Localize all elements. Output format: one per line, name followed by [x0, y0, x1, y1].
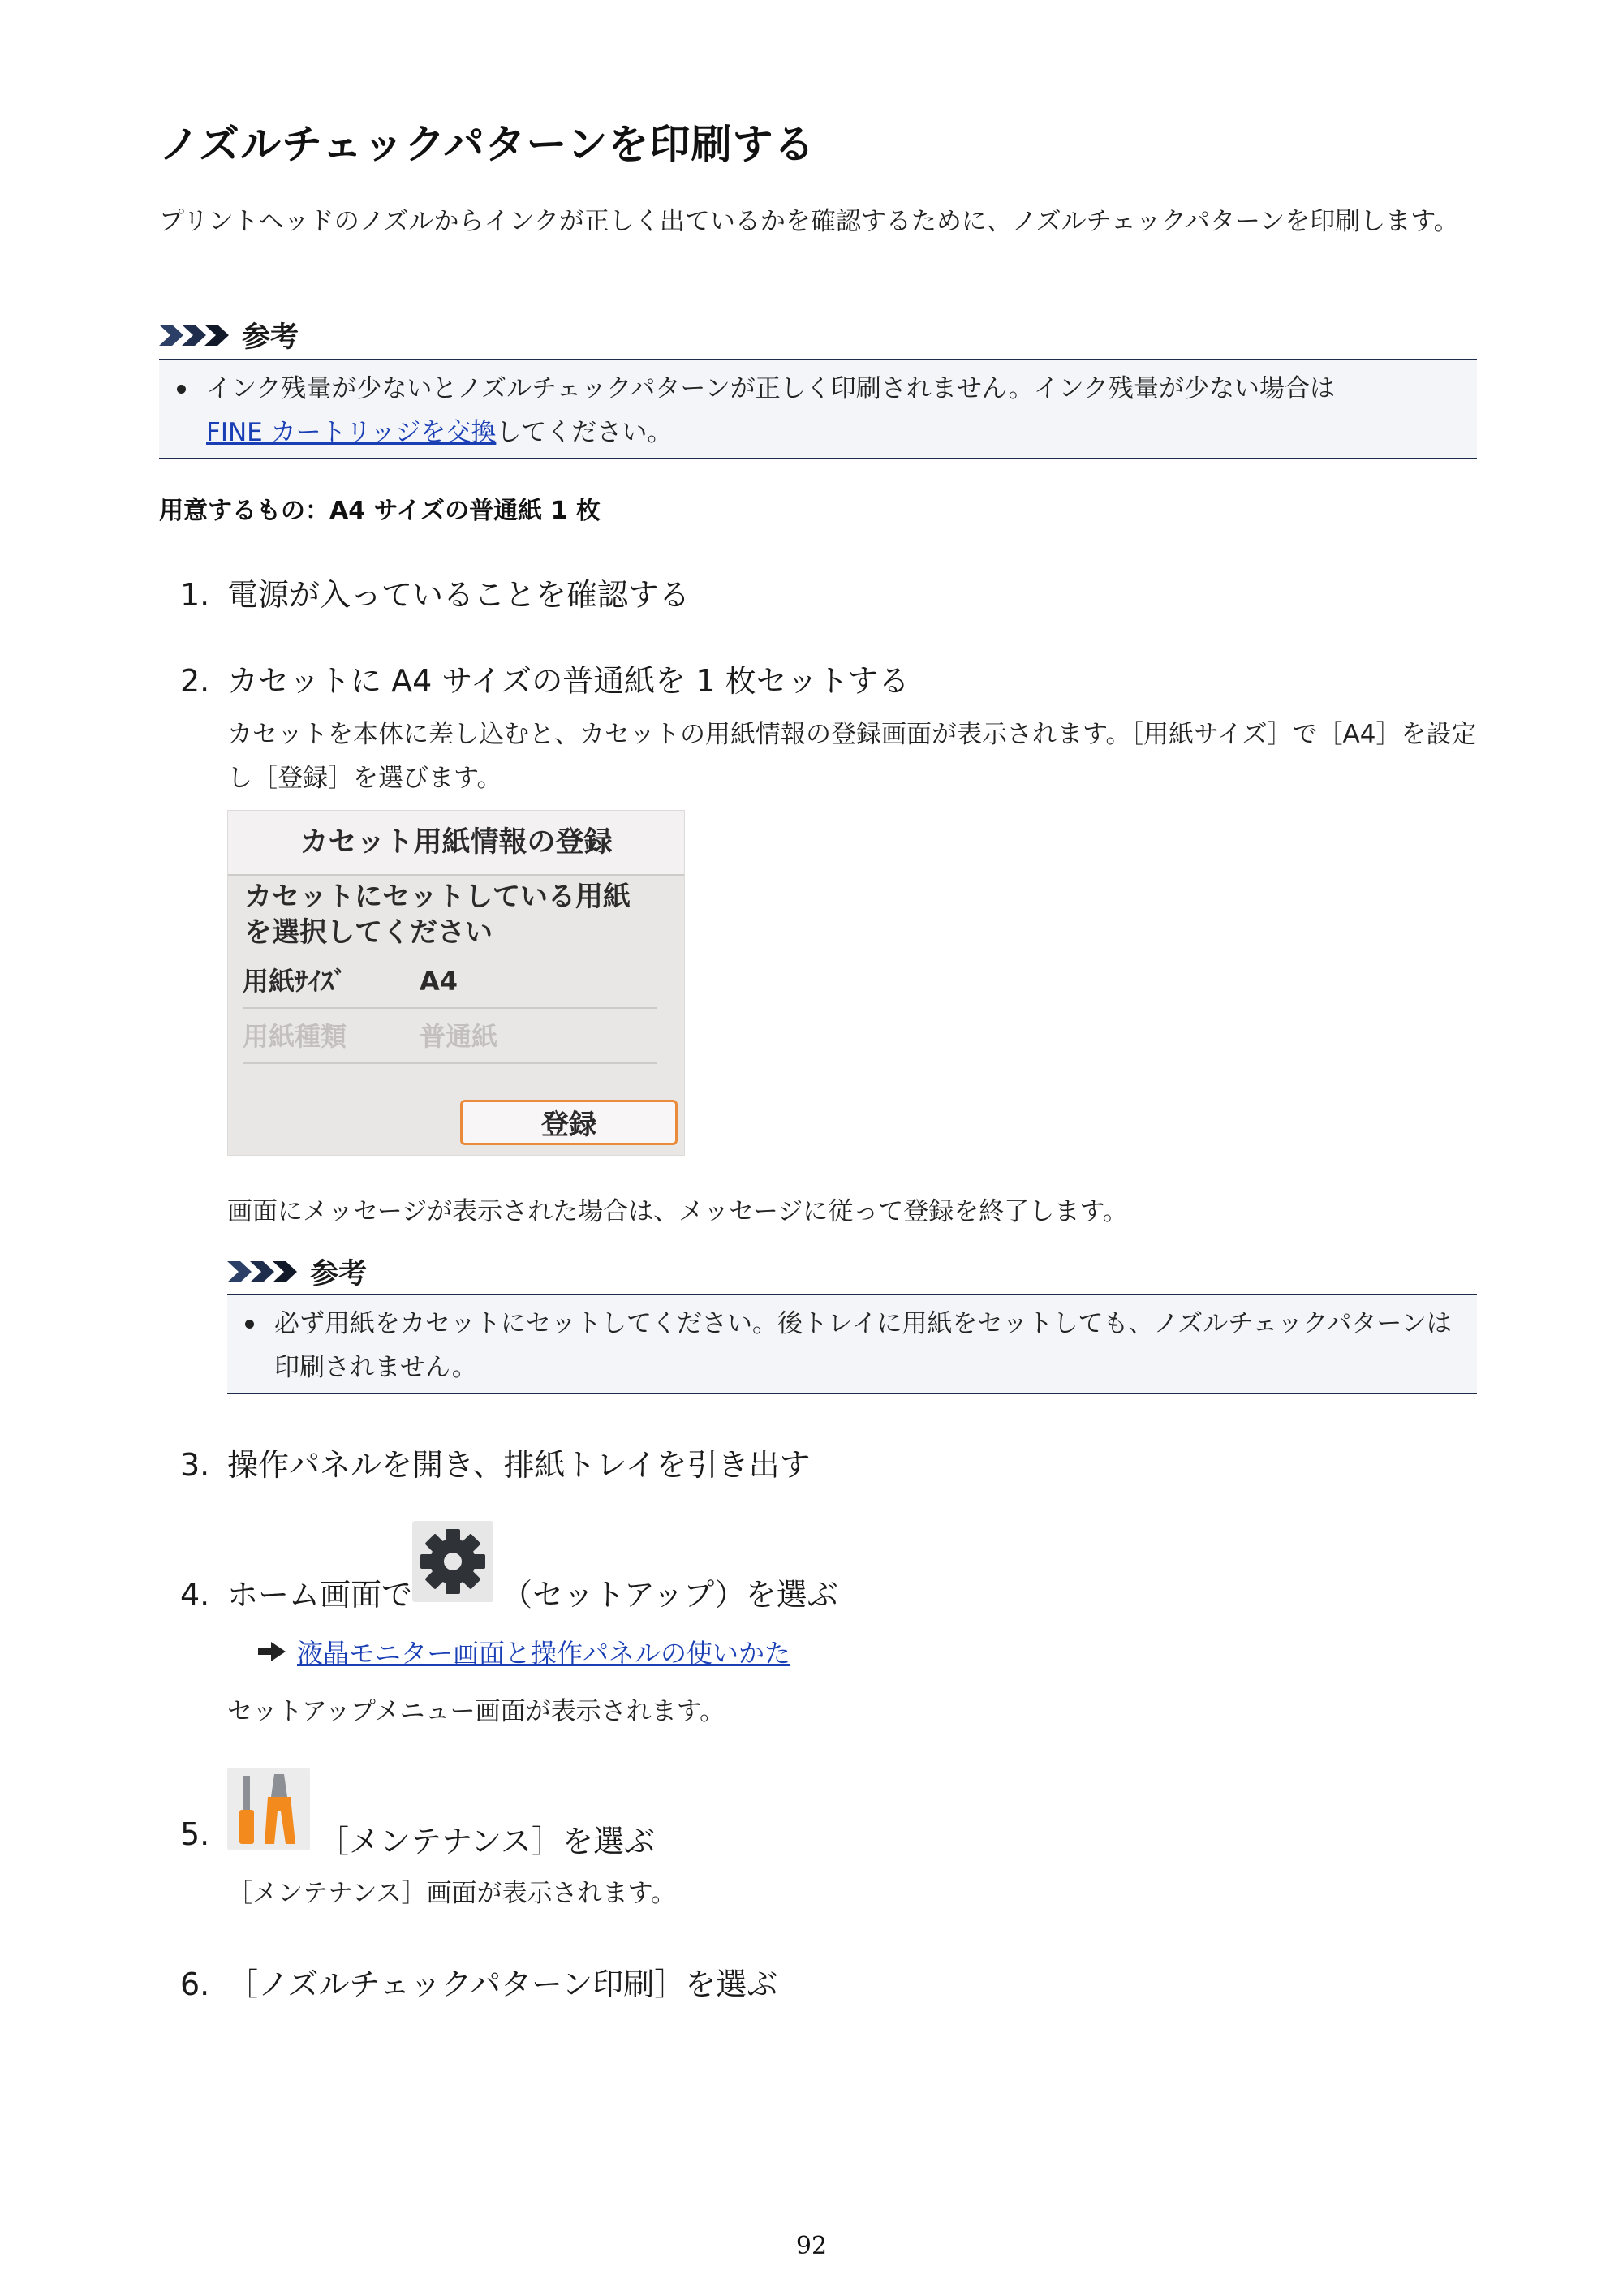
lcd-row-label: 用紙ｻｲｽﾞ [243, 966, 347, 997]
step-5 [180, 1816, 227, 1852]
step-4-continued: （セットアップ）を選ぶ [502, 1577, 838, 1613]
lcd-panel-usage-link[interactable]: 液晶モニター画面と操作パネルの使いかた [297, 1638, 791, 1669]
lcd-row-paper-type [243, 1010, 657, 1064]
note-list-item [227, 1302, 1483, 1389]
lcd-header: カセット用紙情報の登録 [228, 811, 684, 876]
step-2-description: カセットを本体に差し込むと、カセットの用紙情報の登録画面が表示されます。［用紙サイズ］で［A4］を設定し［登録］を選びます。 [227, 720, 1477, 793]
step-4-description: セットアップメニュー画面が表示されます。 [227, 1697, 725, 1726]
note-text: 必ず用紙をカセットにセットしてください。後トレイに用紙をセットしても、ノズルチェックパターンは印刷されません。 [274, 1309, 1452, 1382]
step-4 [180, 1570, 412, 1614]
step-number: 6. [180, 1966, 210, 2002]
step-number: 1. [180, 577, 210, 613]
step-text: ［ノズルチェックパターン印刷］を選ぶ [227, 1966, 778, 2002]
step-3 [180, 1440, 811, 1484]
note-heading-label: 参考 [242, 321, 299, 354]
lcd-row-label: 用紙種類 [243, 1021, 347, 1052]
note-list-item [159, 367, 1477, 454]
lcd-row-value: A4 [420, 966, 458, 997]
note-text-end: してください。 [496, 418, 673, 447]
step-1 [180, 570, 690, 614]
lcd-prompt-line: を選択してください [244, 916, 493, 949]
lcd-prompt [244, 879, 666, 950]
lcd-row-paper-size [243, 955, 657, 1009]
page-title: ノズルチェックパターンを印刷する [159, 121, 816, 168]
step-number: 3. [180, 1447, 210, 1483]
step-5-description: ［メンテナンス］画面が表示されます。 [227, 1879, 677, 1908]
step-2-after-text: 画面にメッセージが表示された場合は、メッセージに従って登録を終了します。 [227, 1197, 1128, 1226]
step-text: 操作パネルを開き、排紙トレイを引き出す [227, 1447, 811, 1483]
step-number: 4. [180, 1577, 210, 1613]
gear-icon [412, 1521, 493, 1602]
step-text: 電源が入っていることを確認する [227, 577, 691, 613]
lcd-register-button: 登録 [460, 1100, 678, 1145]
materials-heading: 用意するもの：A4 サイズの普通紙 1 枚 [159, 497, 601, 525]
note-box [227, 1294, 1477, 1394]
lcd-prompt-line: カセットにセットしている用紙 [244, 881, 631, 913]
note-box [159, 359, 1477, 459]
step-2 [180, 656, 910, 700]
note-heading-label: 参考 [310, 1258, 368, 1290]
bullet-icon [177, 385, 186, 394]
step-number: 5. [180, 1816, 210, 1852]
note-chevrons-icon [227, 1258, 300, 1286]
tools-icon [227, 1768, 310, 1850]
step-text: カセットに A4 サイズの普通紙を 1 枚セットする [227, 663, 910, 699]
step-text: ホーム画面で [227, 1577, 413, 1613]
note-heading [159, 315, 299, 355]
step-6 [180, 1959, 777, 2004]
lcd-row-value: 普通紙 [420, 1021, 498, 1052]
note-text: インク残量が少ないとノズルチェックパターンが正しく印刷されません。インク残量が少ない場合は [206, 374, 1335, 403]
intro-paragraph: プリントヘッドのノズルからインクが正しく出ているかを確認するために、ノズルチェックパターンを印刷します。 [159, 207, 1459, 236]
bullet-icon [245, 1320, 254, 1329]
page-number: 92 [795, 2232, 828, 2260]
step-5-continued: ［メンテナンス］を選ぶ [318, 1824, 655, 1859]
replace-cartridge-link[interactable]: FINE カートリッジを交換 [206, 418, 497, 447]
note-heading [227, 1251, 367, 1292]
step-number: 2. [180, 663, 210, 699]
arrow-right-icon [258, 1642, 286, 1661]
lcd-screen-image [227, 810, 685, 1156]
note-chevrons-icon [159, 321, 232, 349]
step-4-reference [258, 1633, 790, 1670]
